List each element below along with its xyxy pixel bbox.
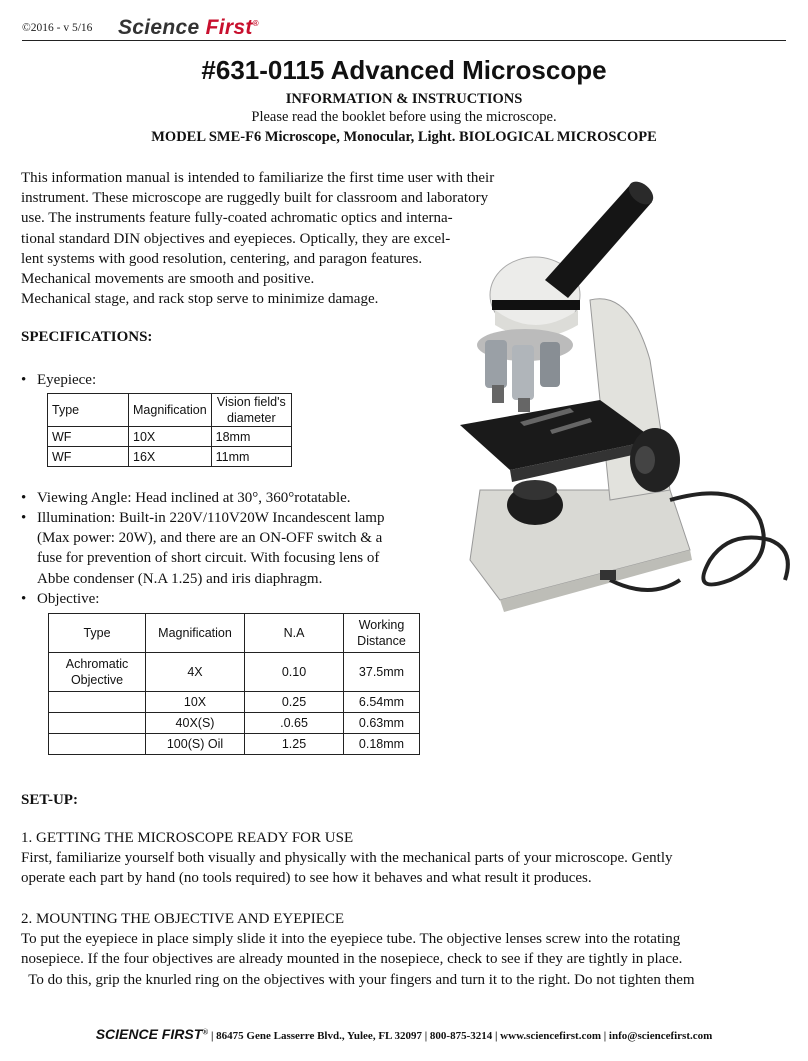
- specifications-heading: SPECIFICATIONS:: [21, 329, 153, 345]
- setup-section-1: 1. GETTING THE MICROSCOPE READY FOR USE First, familiarize yourself both visually and physically with the mechanical parts of your microscope. Gently operate each part by hand (no tools required) to see how it behaves and what result it produces.: [21, 828, 791, 889]
- model-line: MODEL SME-F6 Microscope, Monocular, Light. BIOLOGICAL MICROSCOPE: [151, 129, 657, 145]
- science-first-logo: Science First®: [118, 16, 259, 39]
- header-divider: [22, 40, 786, 41]
- copyright-text: ©2016 - v 5/16: [22, 22, 93, 34]
- objective-bullet: • Objective:: [21, 591, 100, 607]
- section-title: 1. GETTING THE MICROSCOPE READY FOR USE: [21, 830, 354, 846]
- col-header: Type: [49, 614, 146, 653]
- table-row: WF 16X 11mm: [48, 447, 292, 467]
- objective-table: [48, 613, 420, 755]
- table-row: 100(S) Oil 1.25 0.18mm: [49, 734, 420, 755]
- table-row: 40X(S) .0.65 0.63mm: [49, 713, 420, 734]
- page-header: [22, 14, 786, 42]
- eyepiece-bullet: • Eyepiece:: [21, 372, 97, 388]
- illumination-text: Illumination: Built-in 220V/110V20W Incandescent lamp (Max power: 20W), and there are an ON-OFF switch & a fuse for prevention of short circuit. With focusing lens of Abbe condenser (N.A 1.25) and iris diaphragm.: [37, 510, 385, 587]
- col-header: Type: [48, 394, 129, 427]
- table-row: 10X 0.25 6.54mm: [49, 692, 420, 713]
- setup-section-2: 2. MOUNTING THE OBJECTIVE AND EYEPIECE To put the eyepiece in place simply slide it into the eyepiece tube. The objective lenses screw into the rotating nosepiece. If the four objectives are already mounted in the nosepiece, check to see if they are tightly in place. To do this, grip the knurled ring on the objectives with your fingers and turn it to the right. Do not tighten them: [21, 909, 791, 990]
- microscope-photo: [440, 160, 800, 620]
- table-row: Achromatic Objective 4X 0.10 37.5mm: [49, 653, 420, 692]
- eyepiece-table: [47, 393, 292, 467]
- col-header: Magnification: [129, 394, 212, 427]
- table-row: WF 10X 18mm: [48, 427, 292, 447]
- document-title: #631-0115 Advanced Microscope: [201, 55, 607, 85]
- section-title: 2. MOUNTING THE OBJECTIVE AND EYEPIECE: [21, 911, 345, 927]
- col-header: Magnification: [146, 614, 245, 653]
- col-header: N.A: [245, 614, 344, 653]
- read-booklet-note: Please read the booklet before using the microscope.: [251, 109, 557, 125]
- col-header: Vision field's diameter: [211, 394, 291, 427]
- document-subtitle: INFORMATION & INSTRUCTIONS: [285, 91, 523, 107]
- illumination-bullet: •: [21, 510, 27, 526]
- col-header: Working Distance: [344, 614, 420, 653]
- footer-brand: SCIENCE FIRST: [95, 1026, 203, 1042]
- footer-contact: | 86475 Gene Lasserre Blvd., Yulee, FL 32097 | 800-875-3214 | www.sciencefirst.com | info@sciencefirst.com: [208, 1030, 713, 1042]
- viewing-angle-bullet: • Viewing Angle: Head inclined at 30°, 360°rotatable.: [21, 490, 351, 506]
- page-footer: SCIENCE FIRST® | 86475 Gene Lasserre Blvd., Yulee, FL 32097 | 800-875-3214 | www.sciencefirst.com | info@sciencefirst.com: [95, 1026, 713, 1042]
- setup-heading: SET-UP:: [21, 792, 78, 808]
- intro-paragraph: This information manual is intended to familiarize the first time user with their instrument. These microscope are ruggedly built for classroom and laboratory use. The instruments feature fully-coated achromatic optics and interna- tional standard DIN objectives and eyepieces. Optically, they are excel- lent systems with good resolution, centering, and paragon features. Mechanical movements are smooth and positive. Mechanical stage, and rack stop serve to minimize damage.: [21, 170, 495, 308]
